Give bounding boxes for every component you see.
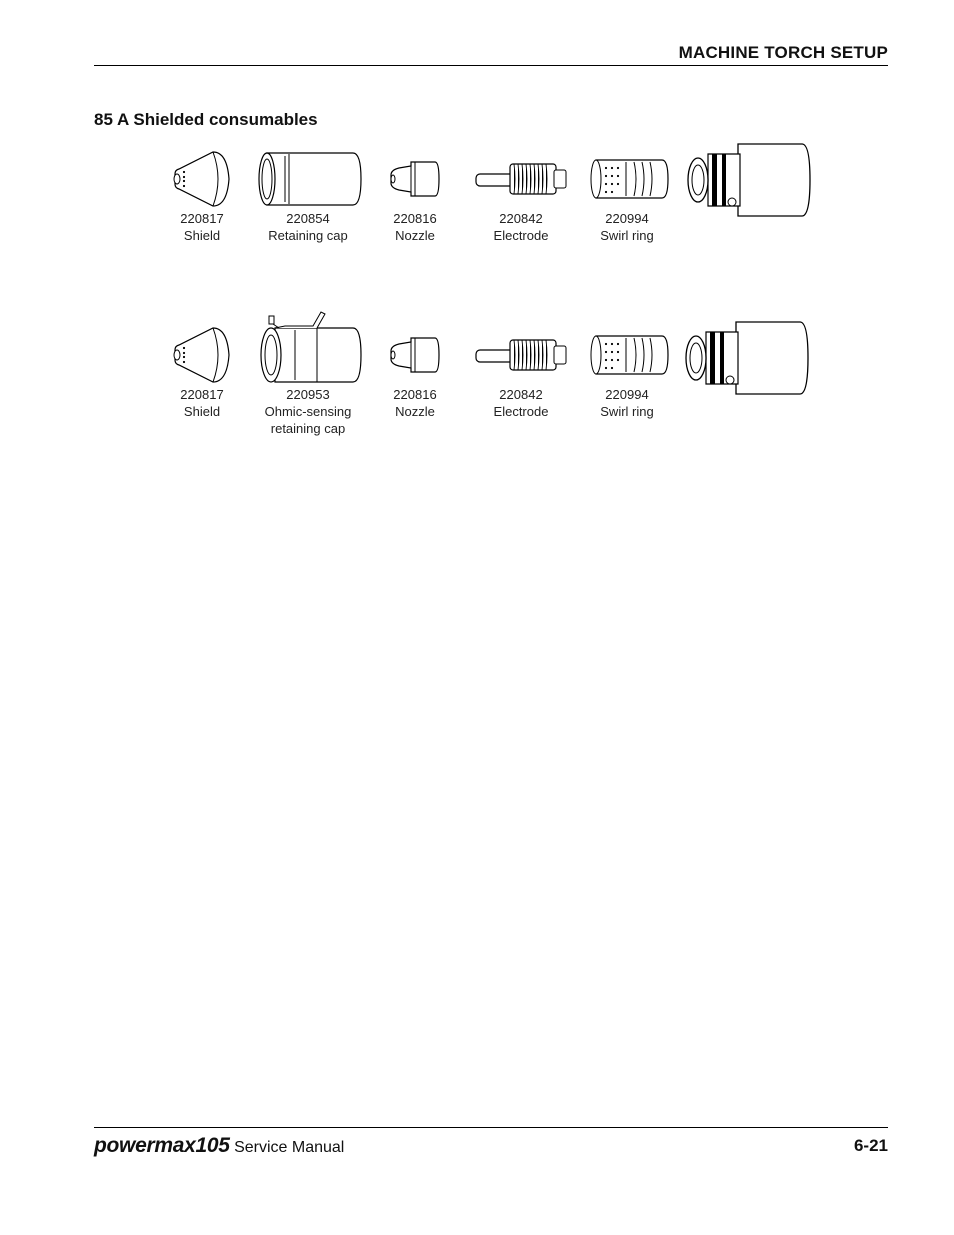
part-number: 220816 <box>393 211 437 226</box>
electrode-icon <box>466 324 576 386</box>
part-electrode <box>466 148 576 244</box>
part-number: 220994 <box>605 211 649 226</box>
page-header-title: MACHINE TORCH SETUP <box>678 43 888 62</box>
part-name: Shield <box>183 228 221 243</box>
part-number: 220817 <box>180 387 224 402</box>
part-number: 220817 <box>180 211 224 226</box>
part-shield <box>147 324 257 420</box>
part-nozzle <box>360 324 470 420</box>
section-title: 85 A Shielded consumables <box>94 110 318 129</box>
retaining-cap-icon <box>253 148 363 210</box>
torch-head <box>684 140 812 225</box>
part-retaining-cap <box>253 148 363 244</box>
torch-head-icon <box>684 140 812 220</box>
nozzle-icon <box>385 148 445 210</box>
part-number: 220994 <box>605 387 649 402</box>
swirl-ring-icon <box>582 324 672 386</box>
manual-name: Service Manual <box>234 1139 345 1156</box>
part-swirl-ring <box>572 148 682 244</box>
part-name: Nozzle <box>395 404 435 419</box>
part-number: 220816 <box>393 387 437 402</box>
part-name: Shield <box>183 404 221 419</box>
part-name: Nozzle <box>395 228 435 243</box>
footer-divider <box>94 1127 888 1128</box>
part-name: Ohmic-sensing retaining cap <box>264 404 352 436</box>
torch-head <box>682 318 810 403</box>
part-shield <box>147 148 257 244</box>
part-ohmic-retaining-cap <box>253 308 363 437</box>
electrode-icon <box>466 148 576 210</box>
part-electrode <box>466 324 576 420</box>
ohmic-retaining-cap-icon <box>253 308 363 386</box>
page-number: 6-21 <box>853 1136 888 1155</box>
nozzle-icon <box>385 324 445 386</box>
torch-head-icon <box>682 318 810 398</box>
part-number: 220953 <box>286 387 330 402</box>
part-name: Swirl ring <box>600 404 654 419</box>
part-number: 220842 <box>499 211 543 226</box>
shield-icon <box>167 324 237 386</box>
brand-logo: powermax105 <box>94 1134 230 1157</box>
shield-icon <box>167 148 237 210</box>
part-number: 220842 <box>499 387 543 402</box>
part-name: Retaining cap <box>268 228 348 243</box>
header-divider <box>94 65 888 66</box>
part-name: Electrode <box>493 404 549 419</box>
footer-manual-title <box>94 1134 344 1158</box>
part-name: Electrode <box>493 228 549 243</box>
part-swirl-ring <box>572 324 682 420</box>
part-number: 220854 <box>286 211 330 226</box>
part-name: Swirl ring <box>600 228 654 243</box>
part-nozzle <box>360 148 470 244</box>
swirl-ring-icon <box>582 148 672 210</box>
